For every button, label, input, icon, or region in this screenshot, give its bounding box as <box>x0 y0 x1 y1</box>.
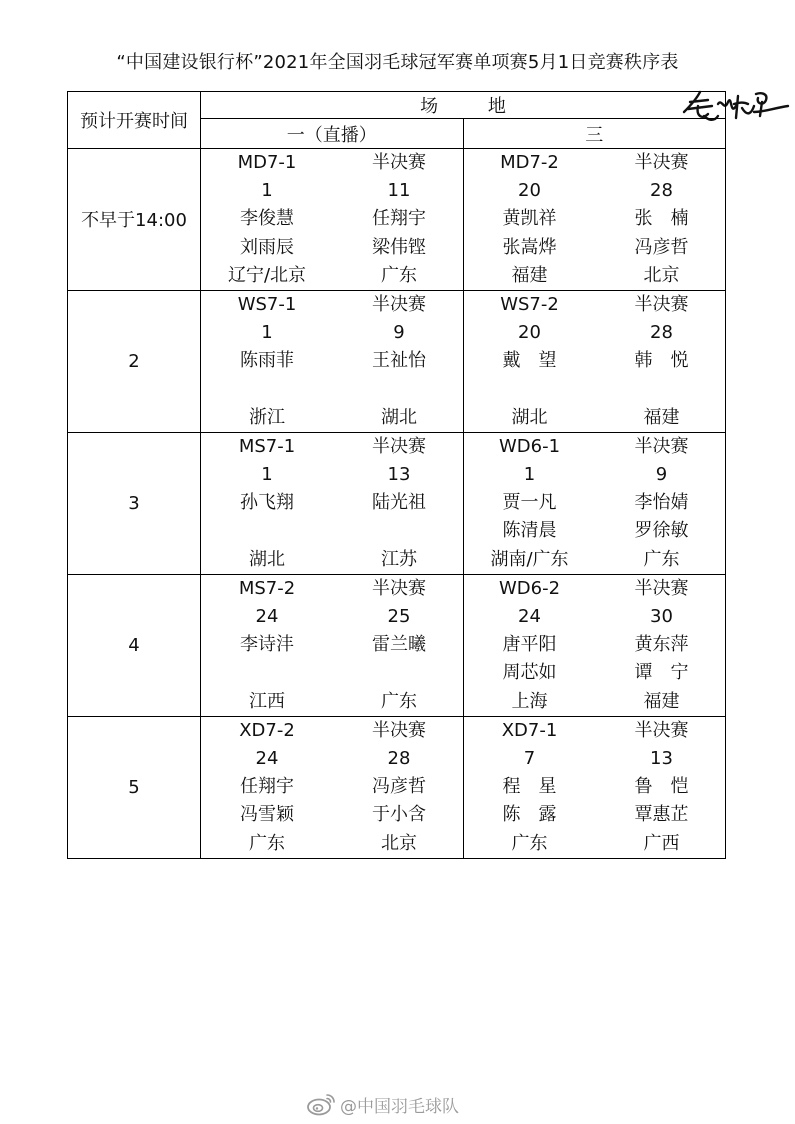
match-team-a: 上海 <box>511 690 548 712</box>
match-team-b: 广东 <box>381 690 417 712</box>
match-line2-b <box>333 376 465 404</box>
match-team-b: 湖北 <box>381 406 417 428</box>
match-line2-b <box>333 659 465 687</box>
match-event: WD6-1 <box>498 435 561 457</box>
match-line2-b: 冯彦哲 <box>634 236 689 258</box>
match-round: 半决赛 <box>372 152 426 173</box>
schedule-row <box>68 716 726 858</box>
match-seed-a: 1 <box>261 180 273 202</box>
match-seed-b: 9 <box>393 322 405 344</box>
schedule-row <box>68 290 726 432</box>
match-event: MD7-2 <box>500 152 559 173</box>
match-line1-a: 李诗沣 <box>240 634 294 656</box>
weibo-icon <box>306 1092 336 1116</box>
match-line2-a: 张嵩烨 <box>502 236 557 258</box>
match-team-b: 广东 <box>381 264 417 286</box>
match-team-b: 广东 <box>643 548 680 570</box>
match-cell <box>201 290 464 432</box>
match-line2-b: 梁伟铿 <box>372 236 426 258</box>
match-cell <box>201 149 464 291</box>
match-line1-b: 黄东萍 <box>634 634 689 656</box>
match-team-a: 湖北 <box>511 406 548 428</box>
court-header-3: 三 <box>463 119 726 149</box>
schedule-row <box>68 574 726 716</box>
match-line1-a: 孙飞翔 <box>240 492 294 514</box>
match-seed-b: 25 <box>387 606 411 627</box>
match-team-b: 北京 <box>643 264 680 286</box>
match-team-a: 福建 <box>511 264 548 286</box>
match-round: 半决赛 <box>372 577 426 599</box>
schedule-row <box>68 432 726 574</box>
match-line1-a: 戴 望 <box>502 350 557 372</box>
match-event: XD7-2 <box>239 719 295 741</box>
match-seed-b: 9 <box>655 464 668 486</box>
match-cell <box>463 432 726 574</box>
match-seed-a: 1 <box>261 322 273 344</box>
match-round: 半决赛 <box>372 435 426 457</box>
match-line1-b: 韩 悦 <box>634 350 689 372</box>
match-details <box>201 575 463 716</box>
match-details <box>464 291 726 432</box>
match-line1-b: 雷兰曦 <box>372 634 426 656</box>
match-line1-b: 王祉怡 <box>372 350 426 372</box>
match-line2-b <box>596 376 728 404</box>
match-round: 半决赛 <box>372 719 426 741</box>
match-team-b: 福建 <box>643 690 680 712</box>
match-round: 半决赛 <box>372 293 426 315</box>
match-line1-a: 黄凯祥 <box>502 208 557 230</box>
match-team-a: 湖北 <box>249 548 285 570</box>
match-cell <box>201 432 464 574</box>
match-cell <box>463 290 726 432</box>
match-line2-b <box>333 517 465 545</box>
match-line1-a: 程 星 <box>502 776 557 798</box>
match-line2-a <box>201 659 333 687</box>
start-time-cell: 不早于14:00 <box>68 149 201 291</box>
match-details <box>201 433 463 574</box>
match-round: 半决赛 <box>634 152 689 173</box>
match-cell <box>463 149 726 291</box>
match-seed-a: 24 <box>518 606 541 627</box>
time-header: 预计开赛时间 <box>68 92 201 149</box>
match-seed-b: 11 <box>387 180 411 202</box>
match-seed-a: 1 <box>523 464 536 486</box>
match-team-a: 广东 <box>511 832 548 854</box>
schedule-table <box>67 91 726 859</box>
match-line1-b: 冯彦哲 <box>372 776 426 798</box>
match-team-b: 广西 <box>643 832 680 854</box>
match-event: XD7-1 <box>501 719 558 741</box>
match-round: 半决赛 <box>634 293 689 315</box>
header-row <box>68 92 726 119</box>
match-cell <box>463 716 726 858</box>
match-event: WS7-2 <box>500 293 559 315</box>
match-seed-b: 28 <box>650 322 673 344</box>
match-line2-a: 刘雨辰 <box>240 236 294 258</box>
match-line2-a <box>464 376 596 404</box>
venue-header: 场 地 <box>201 92 726 119</box>
match-seed-b: 28 <box>650 180 673 202</box>
match-team-a: 湖南/广东 <box>490 548 569 570</box>
match-round: 半决赛 <box>634 719 689 741</box>
page-title: “中国建设银行杯”2021年全国羽毛球冠军赛单项赛5月1日竞赛秩序表 <box>116 52 679 73</box>
match-details <box>464 433 726 574</box>
match-line2-a: 陈 露 <box>502 804 557 826</box>
match-team-a: 江西 <box>249 690 285 712</box>
match-cell <box>463 574 726 716</box>
match-seed-b: 28 <box>387 747 411 769</box>
start-time-cell: 3 <box>68 432 201 574</box>
match-team-a: 广东 <box>249 832 285 854</box>
match-seed-a: 24 <box>255 747 279 769</box>
match-line2-b: 覃惠芷 <box>634 804 689 826</box>
match-line1-b: 李怡婧 <box>634 492 689 514</box>
match-line2-b: 于小含 <box>372 804 426 826</box>
watermark-text: @中国羽毛球队 <box>340 1096 459 1117</box>
match-line2-a: 周芯如 <box>502 662 557 684</box>
match-line1-a: 贾一凡 <box>502 492 557 514</box>
match-cell <box>201 574 464 716</box>
match-details <box>464 717 726 858</box>
match-seed-b: 30 <box>650 606 673 627</box>
match-team-a: 浙江 <box>249 406 285 428</box>
match-team-b: 福建 <box>643 406 680 428</box>
match-seed-a: 24 <box>255 606 279 627</box>
match-line2-a <box>201 517 333 545</box>
match-event: WD6-2 <box>498 577 561 599</box>
match-round: 半决赛 <box>634 577 689 599</box>
match-seed-b: 13 <box>650 747 673 769</box>
match-line1-a: 李俊慧 <box>240 208 294 230</box>
match-details <box>201 717 463 858</box>
match-event: MD7-1 <box>237 152 297 173</box>
match-cell <box>201 716 464 858</box>
match-line1-a: 唐平阳 <box>502 634 557 656</box>
watermark <box>306 1089 506 1119</box>
match-seed-a: 7 <box>523 747 536 769</box>
match-details <box>201 291 463 432</box>
match-team-b: 北京 <box>381 832 417 854</box>
match-line2-a: 冯雪颖 <box>240 804 294 826</box>
match-seed-a: 20 <box>518 322 541 344</box>
start-time-cell: 2 <box>68 290 201 432</box>
match-event: MS7-2 <box>238 577 296 599</box>
match-details <box>464 149 726 290</box>
match-line2-b: 罗徐敏 <box>634 520 689 542</box>
match-seed-a: 20 <box>518 180 541 202</box>
match-details <box>201 149 463 290</box>
match-team-b: 江苏 <box>381 548 417 570</box>
match-team-a: 辽宁/北京 <box>227 264 307 286</box>
match-details <box>464 575 726 716</box>
match-line1-b: 任翔宇 <box>372 208 426 230</box>
match-line1-b: 张 楠 <box>634 208 689 230</box>
match-line1-b: 鲁 恺 <box>634 776 689 798</box>
match-line1-a: 陈雨菲 <box>240 350 294 372</box>
match-event: MS7-1 <box>238 435 296 457</box>
match-line1-b: 陆光祖 <box>372 492 426 514</box>
match-line2-a: 陈清晨 <box>502 520 557 542</box>
match-line2-b: 谭 宁 <box>634 662 689 684</box>
match-round: 半决赛 <box>634 435 689 457</box>
match-event: WS7-1 <box>237 293 297 315</box>
start-time-cell: 4 <box>68 574 201 716</box>
schedule-row <box>68 149 726 291</box>
match-line1-a: 任翔宇 <box>240 776 294 798</box>
match-seed-a: 1 <box>261 464 273 486</box>
start-time-cell: 5 <box>68 716 201 858</box>
match-line2-a <box>201 376 333 404</box>
match-seed-b: 13 <box>387 464 411 486</box>
court-header-1: 一（直播） <box>201 119 464 149</box>
